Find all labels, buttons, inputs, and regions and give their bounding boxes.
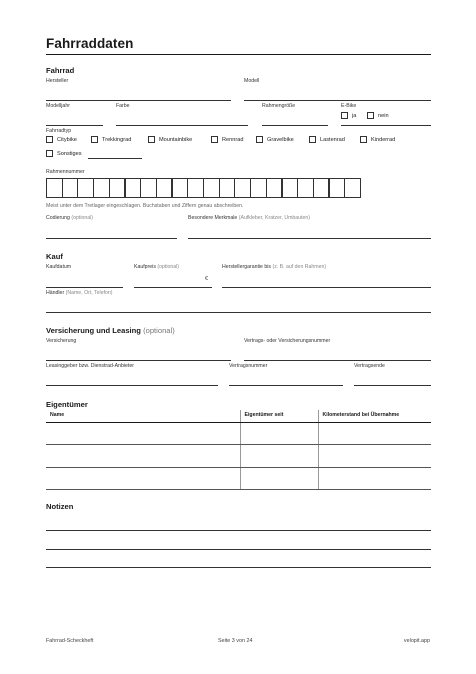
label-vertragsnummer: Vertragsnummer	[229, 363, 268, 369]
frame-number-cell[interactable]	[46, 178, 63, 198]
cell-seit[interactable]	[240, 422, 318, 445]
cell-seit[interactable]	[240, 445, 318, 468]
cell-name[interactable]	[46, 467, 240, 490]
frame-number-cell[interactable]	[219, 178, 236, 198]
label-codierung-text: Codierung	[46, 215, 70, 221]
checkbox-type-trekkingrad[interactable]	[91, 136, 131, 143]
section-title-versicherung-text: Versicherung und Leasing	[46, 326, 141, 335]
label-kaufdatum: Kaufdatum	[46, 264, 72, 270]
field-merkmale[interactable]	[188, 238, 431, 239]
label-fahrradtyp: Fahrradtyp	[46, 128, 72, 134]
frame-number-cell[interactable]	[62, 178, 79, 198]
page-title: Fahrraddaten	[46, 36, 134, 51]
section-title-versicherung	[46, 326, 175, 335]
section-title-kauf: Kauf	[46, 252, 63, 261]
label-merkmale	[188, 215, 310, 221]
field-vertragsnummer[interactable]	[229, 385, 343, 386]
cell-km[interactable]	[318, 467, 431, 490]
field-leasinggeber[interactable]	[46, 385, 218, 386]
label-kaufpreis	[134, 264, 179, 270]
checkbox-label: Rennrad	[222, 136, 244, 143]
table-row	[46, 445, 431, 468]
label-ebike: E-Bike	[341, 103, 357, 109]
label-haendler-text: Händler	[46, 290, 65, 296]
cell-seit[interactable]	[240, 467, 318, 490]
checkbox-type-sonstiges[interactable]	[46, 150, 82, 157]
field-vertragsende[interactable]	[354, 385, 431, 386]
checkbox-type-mountainbike[interactable]	[148, 136, 192, 143]
title-divider	[46, 54, 431, 55]
checkbox-box[interactable]	[46, 150, 53, 157]
label-modelljahr: Modelljahr	[46, 103, 70, 109]
label-versicherung: Versicherung	[46, 338, 77, 344]
section-title-eigentuemer: Eigentümer	[46, 400, 88, 409]
field-rahmengroesse[interactable]	[262, 125, 328, 126]
table-row	[46, 422, 431, 445]
footer-left: Fahrrad-Scheckheft	[46, 638, 94, 644]
frame-number-boxes[interactable]	[46, 178, 360, 198]
checkbox-label-ja: ja	[352, 112, 357, 119]
label-versicherungsnummer: Vertrags- oder Versicherungsnummer	[244, 338, 331, 344]
checkbox-box[interactable]	[367, 112, 374, 119]
field-hersteller[interactable]	[46, 100, 231, 101]
footer-right: velopit.app	[403, 638, 430, 644]
frame-number-cell[interactable]	[93, 178, 110, 198]
notes-line[interactable]	[46, 549, 431, 550]
label-garantie	[222, 264, 326, 270]
frame-number-cell[interactable]	[282, 178, 299, 198]
field-codierung[interactable]	[46, 238, 177, 239]
table-header-row	[46, 410, 431, 422]
label-farbe: Farbe	[116, 103, 130, 109]
frame-number-cell[interactable]	[77, 178, 94, 198]
field-sonstiges[interactable]	[88, 158, 142, 159]
checkbox-box[interactable]	[256, 136, 263, 143]
frame-number-cell[interactable]	[313, 178, 330, 198]
field-garantie[interactable]	[222, 287, 431, 288]
section-title-fahrrad: Fahrrad	[46, 66, 75, 75]
label-hersteller: Hersteller	[46, 78, 69, 84]
frame-number-cell[interactable]	[297, 178, 314, 198]
checkbox-box[interactable]	[211, 136, 218, 143]
label-vertragsende: Vertragsende	[354, 363, 385, 369]
frame-number-cell[interactable]	[125, 178, 142, 198]
label-modell: Modell	[244, 78, 260, 84]
frame-number-cell[interactable]	[172, 178, 189, 198]
frame-number-cell[interactable]	[344, 178, 361, 198]
footer-page-number: Seite 3 von 24	[218, 638, 253, 644]
checkbox-type-lastenrad[interactable]	[309, 136, 345, 143]
column-header-seit: Eigentümer seit	[240, 410, 318, 422]
label-rahmengroesse: Rahmengröße	[262, 103, 296, 109]
checkbox-box[interactable]	[360, 136, 367, 143]
label-kaufpreis-text: Kaufpreis	[134, 264, 156, 270]
checkbox-label: Gravelbike	[267, 136, 294, 143]
checkbox-label: Lastenrad	[320, 136, 345, 143]
field-kaufpreis[interactable]	[134, 287, 212, 288]
field-modell[interactable]	[244, 100, 431, 101]
cell-name[interactable]	[46, 445, 240, 468]
label-kaufpreis-optional: (optional)	[157, 264, 180, 270]
label-codierung	[46, 215, 93, 221]
checkbox-type-rennrad[interactable]	[211, 136, 243, 143]
label-leasinggeber: Leasinggeber bzw. Dienstrad-Anbieter	[46, 363, 134, 369]
checkbox-box[interactable]	[46, 136, 53, 143]
checkbox-box[interactable]	[91, 136, 98, 143]
checkbox-label-nein: nein	[378, 112, 389, 119]
frame-number-cell[interactable]	[156, 178, 173, 198]
label-garantie-text: Herstellergarantie bis	[222, 264, 272, 270]
frame-number-cell[interactable]	[266, 178, 283, 198]
field-kaufdatum[interactable]	[46, 287, 123, 288]
checkbox-box[interactable]	[341, 112, 348, 119]
field-farbe[interactable]	[116, 125, 248, 126]
frame-number-hint: Meist unter dem Tretlager eingeschlagen. Buchstaben und Ziffern genau abschreiben.	[46, 203, 244, 209]
checkbox-label: Citybike	[57, 136, 77, 143]
section-title-versicherung-optional: (optional)	[143, 326, 175, 335]
checkbox-label: Mountainbike	[159, 136, 193, 143]
frame-number-cell[interactable]	[203, 178, 220, 198]
label-rahmennummer: Rahmennummer	[46, 169, 85, 175]
field-versicherung[interactable]	[46, 360, 231, 361]
cell-km[interactable]	[318, 422, 431, 445]
table-row	[46, 467, 431, 490]
frame-number-cell[interactable]	[234, 178, 251, 198]
field-versicherungsnummer[interactable]	[244, 360, 431, 361]
label-merkmale-optional: (Aufkleber, Kratzer, Umbauten)	[238, 215, 310, 221]
cell-name[interactable]	[46, 422, 240, 445]
label-garantie-optional: (z. B. auf den Rahmen)	[272, 264, 327, 270]
frame-number-cell[interactable]	[187, 178, 204, 198]
frame-number-cell[interactable]	[250, 178, 267, 198]
checkbox-label: Sonstiges	[57, 150, 82, 157]
label-codierung-optional: (optional)	[71, 215, 94, 221]
checkbox-type-kinderrad[interactable]	[360, 136, 395, 143]
field-ebike-rule	[341, 125, 431, 126]
owners-table	[46, 410, 431, 490]
cell-km[interactable]	[318, 445, 431, 468]
field-haendler[interactable]	[46, 312, 431, 313]
checkbox-label: Kinderrad	[371, 136, 396, 143]
checkbox-type-citybike[interactable]	[46, 136, 77, 143]
section-title-notizen: Notizen	[46, 502, 74, 511]
checkbox-type-gravelbike[interactable]	[256, 136, 294, 143]
frame-number-cell[interactable]	[329, 178, 346, 198]
checkbox-label: Trekkingrad	[102, 136, 132, 143]
frame-number-cell[interactable]	[109, 178, 126, 198]
label-haendler-optional: (Name, Ort, Telefon)	[65, 290, 113, 296]
label-haendler	[46, 290, 113, 296]
checkbox-box[interactable]	[309, 136, 316, 143]
checkbox-ebike-nein[interactable]	[367, 112, 389, 119]
checkbox-ebike-ja[interactable]	[341, 112, 356, 119]
checkbox-box[interactable]	[148, 136, 155, 143]
euro-sign: €	[205, 276, 208, 282]
column-header-km: Kilometerstand bei Übernahme	[318, 410, 431, 422]
column-header-name: Name	[46, 410, 240, 422]
field-modelljahr[interactable]	[46, 125, 103, 126]
frame-number-cell[interactable]	[140, 178, 157, 198]
label-merkmale-text: Besondere Merkmale	[188, 215, 238, 221]
notes-line[interactable]	[46, 530, 431, 531]
notes-line[interactable]	[46, 567, 431, 568]
